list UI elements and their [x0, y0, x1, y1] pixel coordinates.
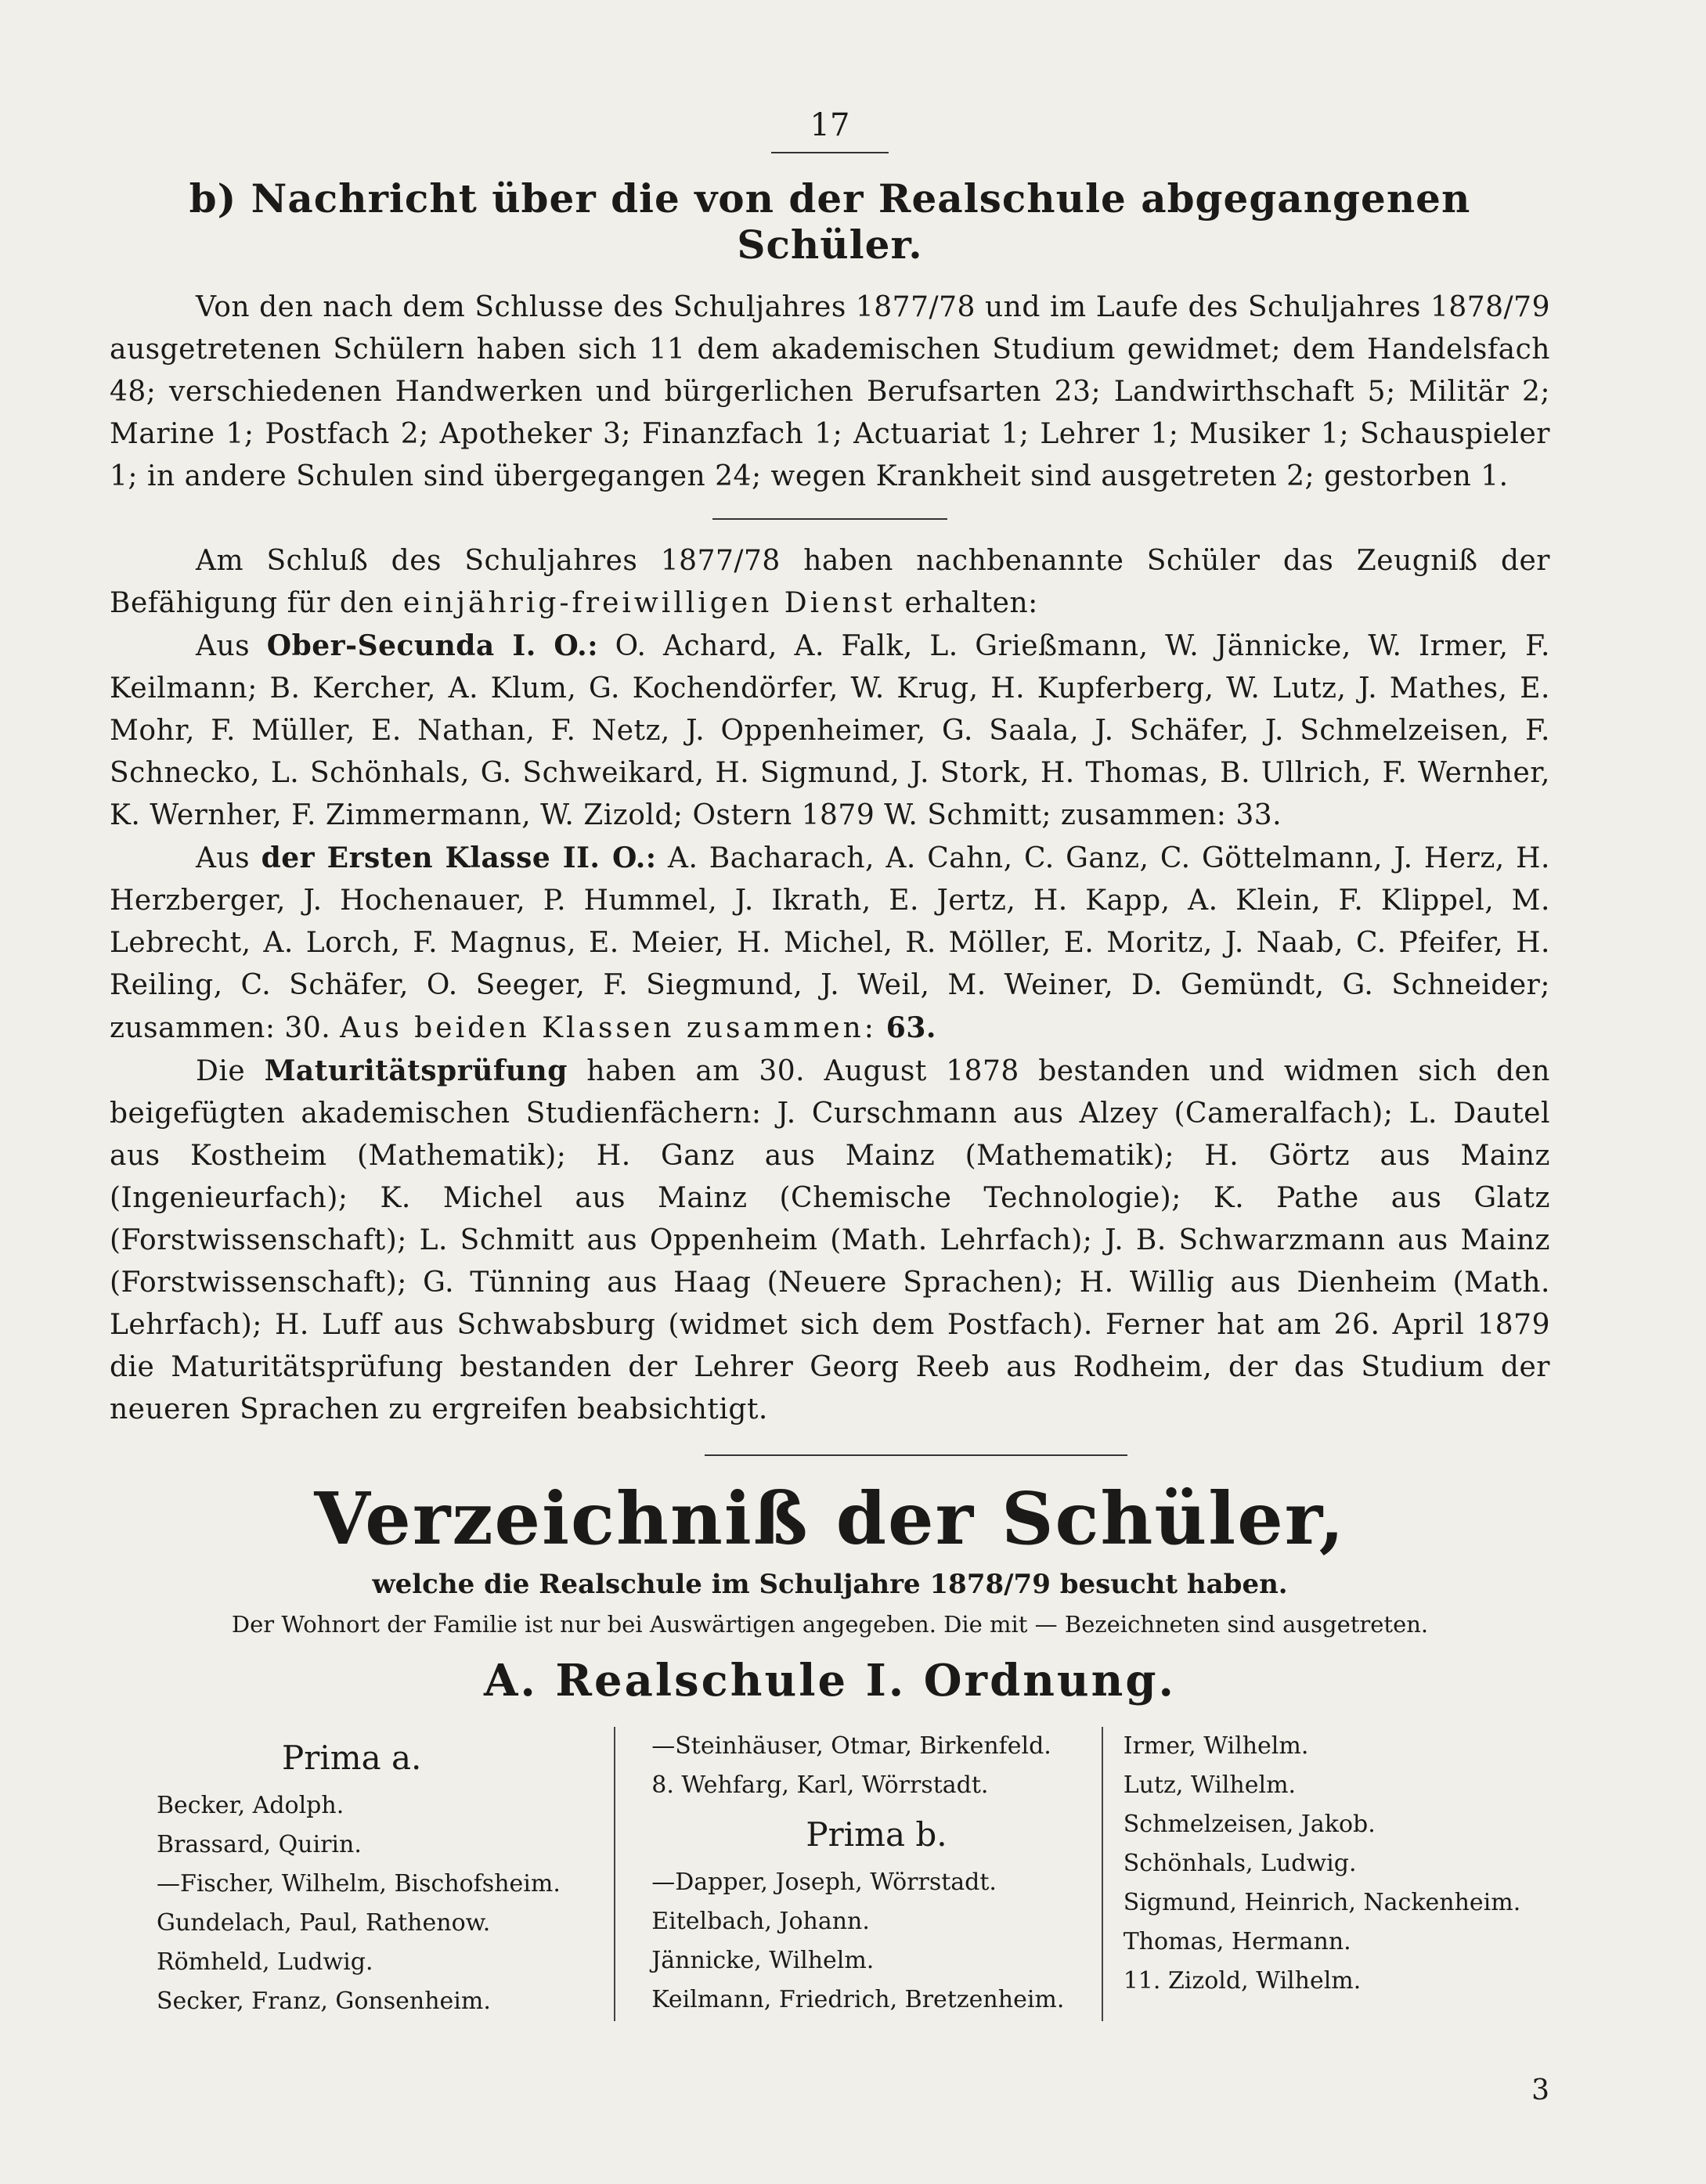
paragraph-text: O. Achard, A. Falk, L. Grießmann, W. Jännicke, W. Irmer, F. Keilmann; B. Kercher, A. Klum, G. Kochendörfer, W. Krug, H. Kupferberg, W. Lutz, J. Mathes, E. Mohr, F. Müller, E. Nathan, F. Netz, J. Oppenheimer, G. Saala, J. Schäfer, J. Schmelzeisen, F. Schnecko, L. Schönhals, G. Schweikard, H. Sigmund, J. Stork, H. Thomas, B. Ullrich, F. Wernher, K. Wernher, F. Zimmermann, W. Zizold; Ostern 1879 W. Schmitt; zusammen: 33. [110, 630, 1550, 831]
paragraph-lead: Die [196, 1055, 246, 1087]
student-list [110, 1727, 1550, 2021]
list-item: Brassard, Quirin. [157, 1831, 362, 1858]
list-item: Gundelach, Paul, Rathenow. [157, 1909, 491, 1937]
paragraph-spaced: Aus beiden Klassen zusammen: [340, 1012, 877, 1044]
list-item: —Dapper, Joseph, Wörrstadt. [651, 1869, 997, 1896]
page-number: 17 [810, 107, 850, 143]
paragraph-lead: Aus [196, 842, 251, 874]
list-item: Schönhals, Ludwig. [1123, 1850, 1357, 1877]
class-label: Ober-Secunda I. O.: [266, 629, 598, 662]
paragraph-certificate-intro [110, 540, 1550, 625]
divider [712, 518, 947, 520]
list-subtitle: welche die Realschule im Schuljahre 1878/79 besucht haben. [372, 1569, 1288, 1600]
total-count: 63. [885, 1011, 936, 1044]
paragraph-text: A. Bacharach, A. Cahn, C. Ganz, C. Göttelmann, J. Herz, H. Herzberger, J. Hochenauer, P. Hummel, J. Ikrath, E. Jertz, H. Kapp, A. Klein, F. Klippel, M. Lebrecht, A. Lorch, F. Magnus, E. Meier, H. Michel, R. Möller, E. Moritz, J. Naab, C. Pfeifer, H. Reiling, C. Schäfer, O. Seeger, F. Siegmund, J. Weil, M. Weiner, D. Gemündt, G. Schneider; zusammen: 30. [110, 842, 1551, 1044]
column-continued [1102, 1727, 1550, 2021]
class-heading: Prima b. [806, 1815, 947, 1854]
list-item: —Steinhäuser, Otmar, Birkenfeld. [651, 1732, 1051, 1760]
list-note: Der Wohnort der Familie ist nur bei Auswärtigen angegeben. Die mit — Bezeichneten sind ausgetreten. [231, 1611, 1429, 1638]
signature-mark: 3 [1531, 2074, 1549, 2107]
section-b-title: b) Nachricht über die von der Realschule abgegangenen Schüler. [189, 175, 1471, 268]
list-item: 8. Wehfarg, Karl, Wörrstadt. [651, 1771, 989, 1799]
column-prima-a [110, 1727, 614, 2021]
divider [771, 152, 889, 153]
paragraph-maturity [110, 1050, 1550, 1431]
column-prima-b [614, 1727, 1101, 2021]
paragraph-departures: Von den nach dem Schlusse des Schuljahres 1877/78 und im Laufe des Schuljahres 1878/79 ausgetretenen Schülern haben sich 11 dem akademischen Studium gewidmet; dem Handelsfach 48; verschiedenen Handwerken und bürgerlichen Berufsarten 23; Landwirthschaft 5; Militär 2; Marine 1; Postfach 2; Apotheker 3; Finanzfach 1; Actuariat 1; Lehrer 1; Musiker 1; Schauspieler 1; in andere Schulen sind übergegangen 24; wegen Krankheit sind ausgetreten 2; gestorben 1. [110, 291, 1550, 492]
class-label: der Ersten Klasse II. O.: [261, 842, 657, 874]
paragraph-spaced: einjährig-freiwilligen Dienst [402, 587, 896, 619]
list-item: Jännicke, Wilhelm. [651, 1947, 875, 1974]
paragraph-text: haben am 30. August 1878 bestanden und widmen sich den beigefügten akademischen Studienfächern: J. Curschmann aus Alzey (Cameralfach); L. Dautel aus Kostheim (Mathematik); H. Ganz aus Mainz (Mathematik); H. Görtz aus Mainz (Ingenieurfach); K. Michel aus Mainz (Chemische Technologie); K. Pathe aus Glatz (Forstwissenschaft); L. Schmitt aus Oppenheim (Math. Lehrfach); J. B. Schwarzmann aus Mainz (Forstwissenschaft); G. Tünning aus Haag (Neuere Sprachen); H. Willig aus Dienheim (Math. Lehrfach); H. Luff aus Schwabsburg (widmet sich dem Postfach). Ferner hat am 26. April 1879 die Maturitätsprüfung bestanden der Lehrer Georg Reeb aus Rodheim, der das Studium der neueren Sprachen zu ergreifen beabsichtigt. [110, 1055, 1550, 1425]
list-item: Thomas, Hermann. [1123, 1928, 1351, 1955]
list-title: Verzeichniß der Schüler, [314, 1476, 1346, 1561]
list-item: Schmelzeisen, Jakob. [1123, 1811, 1376, 1838]
list-item: —Fischer, Wilhelm, Bischofsheim. [157, 1870, 561, 1897]
list-item: Sigmund, Heinrich, Nackenheim. [1123, 1889, 1521, 1916]
list-item: Lutz, Wilhelm. [1123, 1771, 1297, 1799]
paragraph-erste-klasse [110, 837, 1550, 1050]
page [110, 107, 1551, 2021]
list-item: Irmer, Wilhelm. [1123, 1732, 1309, 1760]
paragraph-lead: Aus [196, 630, 251, 662]
list-item: 11. Zizold, Wilhelm. [1123, 1967, 1362, 1995]
paragraph-lead: Am Schluß des Schuljahres 1877/78 haben nachbenannte Schüler das Zeugniß der Befähigung für den [110, 545, 1550, 619]
list-item: Becker, Adolph. [157, 1792, 344, 1819]
class-heading: Prima a. [282, 1739, 422, 1777]
section-a-title: A. Realschule I. Ordnung. [483, 1655, 1177, 1706]
list-item: Römheld, Ludwig. [157, 1948, 373, 1976]
list-item: Eitelbach, Johann. [651, 1908, 870, 1935]
paragraph-ober-secunda [110, 625, 1550, 837]
divider [705, 1454, 1127, 1456]
paragraph-tail: erhalten: [904, 587, 1038, 619]
maturity-label: Maturitätsprüfung [264, 1054, 568, 1087]
list-item: Secker, Franz, Gonsenheim. [157, 1988, 491, 2015]
list-item: Keilmann, Friedrich, Bretzenheim. [651, 1986, 1065, 2013]
